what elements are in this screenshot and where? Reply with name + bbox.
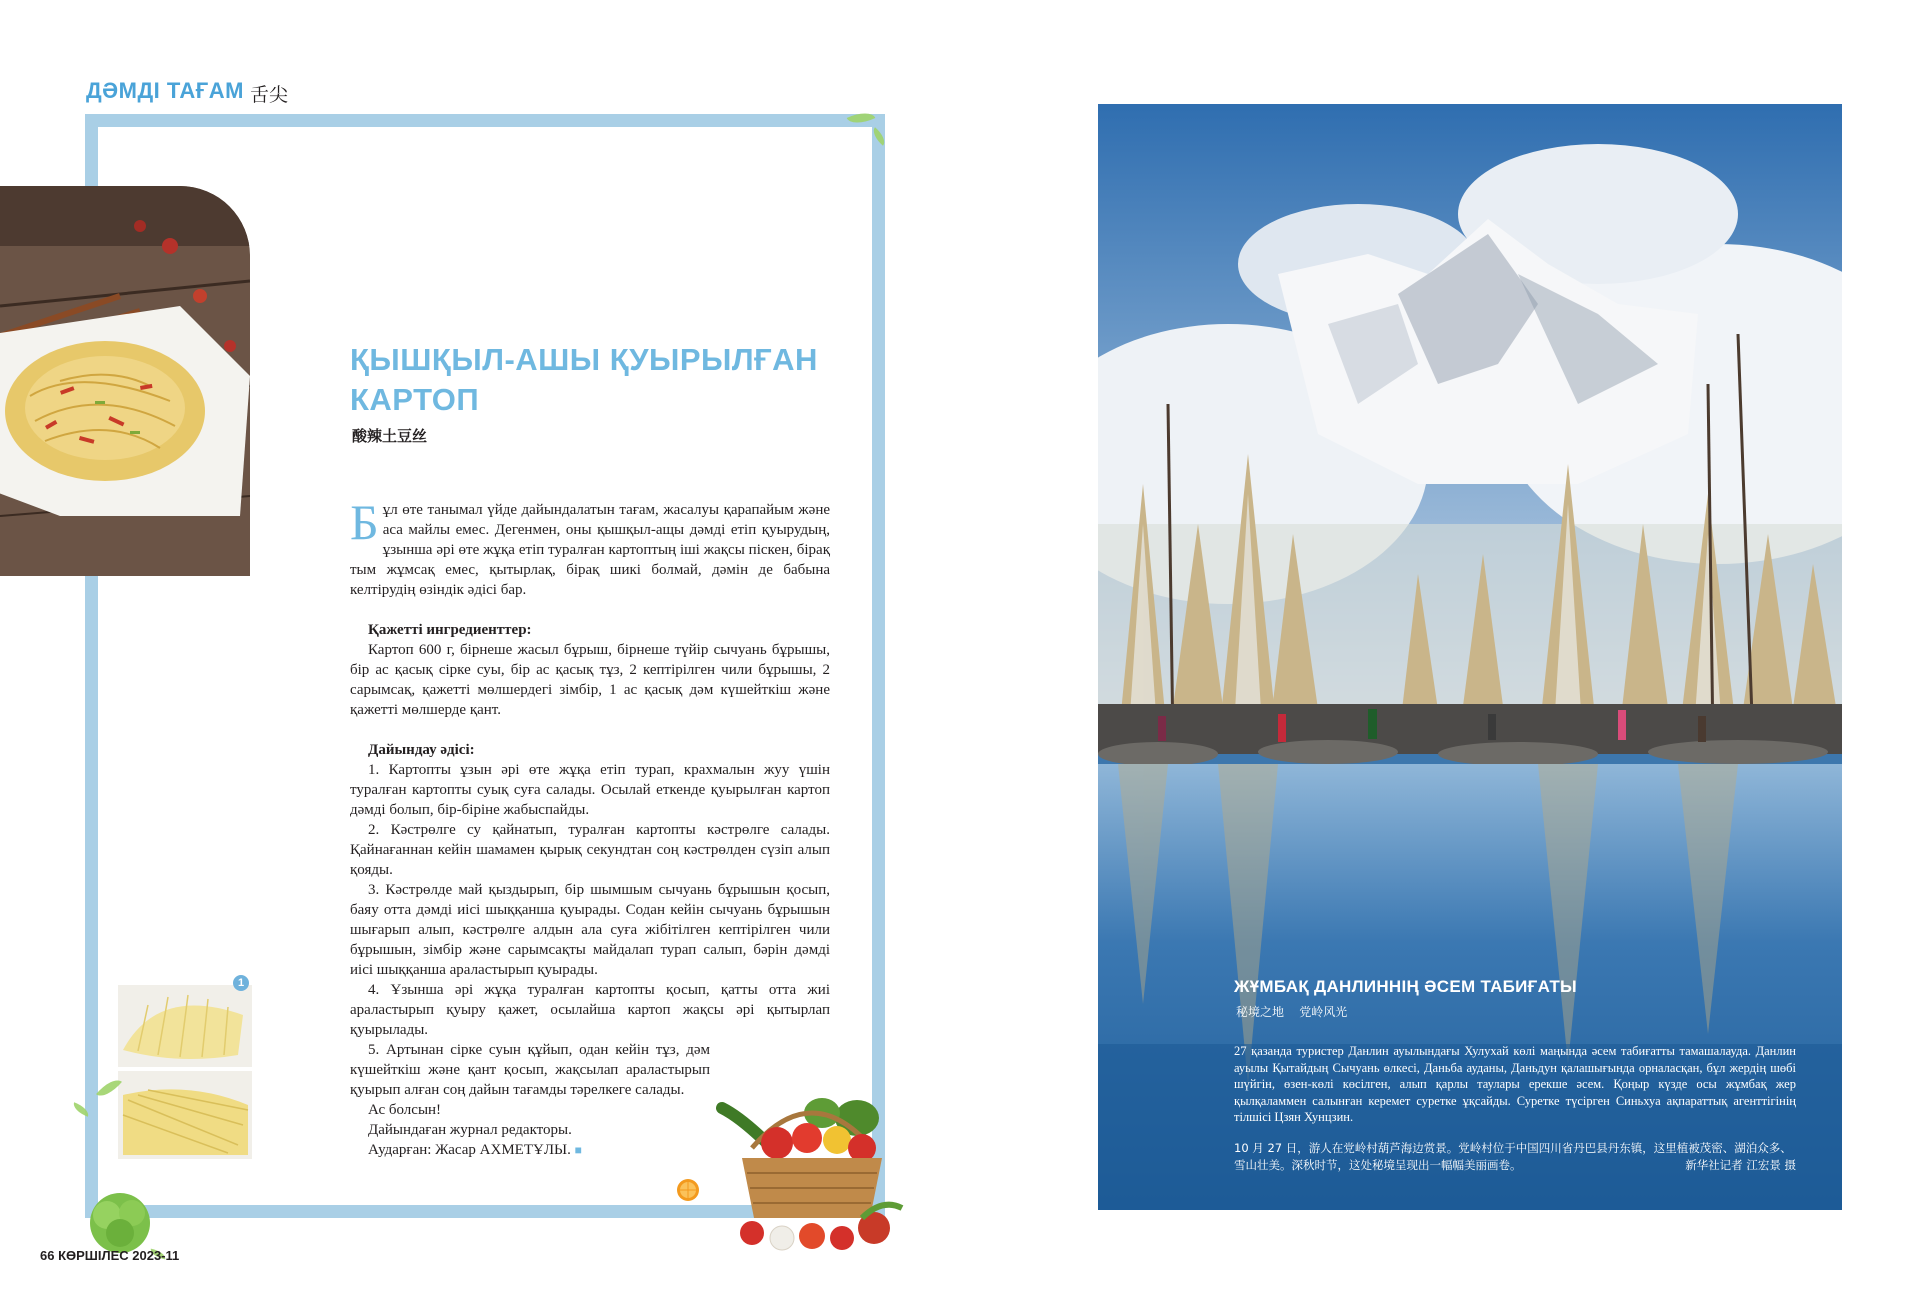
recipe-body <box>350 494 830 1160</box>
translated-by: Аударған: Жасар АХМЕТҰЛЫ. <box>368 1142 571 1158</box>
intro-text: ұл өте танымал үйде дайындалатын тағам, жасалуы қарапайым және аса майлы емес. Дегенмен, оны қышқыл-ащы дәмді етіп қуырудың, ұзынша әрі өте жұқа етіп туралған картоптың іші жақсы піскен, бірақ тым жұмсақ емес, қытырлақ, бірақ шикі болмай, дәмін де бабына келтірудің өзіндік әдісі бар. <box>350 502 830 598</box>
method-heading: Дайындау әдісі: <box>368 742 475 758</box>
section-title: ДӘМДІ ТАҒАМ <box>86 78 244 103</box>
method-step: 2. Кәстрөлге су қайнатып, туралған картопты кәстрөлге салады. Қайнағаннан кейін шамамен қырық секундтан соң кәстрөлден сүзіп алып қояды. <box>350 822 830 878</box>
step-photo <box>118 985 252 1159</box>
intro-paragraph <box>350 494 830 600</box>
dish-photo <box>0 186 250 576</box>
caption-kazakh: 27 қазанда туристер Данлин ауылындағы Хулухай көлі маңында әсем табиғатты тамашалауда. Данлин ауылы Қытайдың Сычуань өлкесі, Даньба ауданы, Даньдун қалашығында орналасқан, бұл жердің шөбі шүйгін, өзен-көлі көсілген, алып қарлы таулары ерекше әсем. Қоңыр күзде осы жұмбақ жер қылқаламмен салынған керемет суретке ұқсайды. Суретке түсірген Синьхуа ақпараттық агенттігінің тілшісі Цзян Хунцзин. <box>1234 1044 1796 1124</box>
photo-caption-text <box>1234 1043 1796 1126</box>
photo-credit: 新华社记者 江宏景 摄 <box>1685 1157 1796 1172</box>
vegetable-basket-illustration <box>712 1078 912 1258</box>
lettuce-icon <box>82 1185 158 1255</box>
method-step: 4. Ұзынша әрі жұқа туралған картопты қосып, қатты отта жиі араластырып қуыру қажет, осылайша картоп жақсы әрі қытырлап қуырылады. <box>350 982 830 1038</box>
closing-text: Ас болсын! <box>368 1102 442 1118</box>
photo-caption-chinese <box>1234 1140 1796 1173</box>
method-step: 5. Артынан сірке суын құйып, одан кейін тұз, дәм күшейткіш және қант қосып, жақсылап араластырып қуырып алған соң дайын тағамды тәрелкеге салады. <box>350 1042 710 1098</box>
prepared-by: Дайындаған журнал редакторы. <box>368 1122 572 1138</box>
photo-caption-chinese-title: 秘境之地 党岭风光 <box>1236 1005 1348 1019</box>
ingredients-text: Картоп 600 г, бірнеше жасыл бұрыш, бірнеше түйір сычуань бұрышы, бір ас қасық сірке суы, бір ас қасық тұз, 2 кептірілген чили бұрышы, 2 сарымсақ, қажетті мөлшердегі зімбір, 1 ас қасық дәм күшейткіш және қажетті мөлшерде қант. <box>350 642 830 718</box>
page-folio: 66 КӨРШІЛЕС 2023-11 <box>40 1248 180 1263</box>
method-step: 3. Кәстрөлде май қыздырып, бір шымшым сычуань бұрышын қосып, баяу отта дәмді иісі шыққанша қуырады. Содан кейін сычуань бұрышын шығарып алып, кәстрөлге алдын ала суға жібітілген кептірілген чили бұрышын, зімбір және сарымсақты майдалап турап салып, бәрін дәмді иісі шыққанша араластырып қуырады. <box>350 882 830 978</box>
step-number-badge: 1 <box>233 975 249 991</box>
section-title-chinese: 舌尖 <box>250 84 289 106</box>
photo-caption-title: ЖҰМБАҚ ДАНЛИННІҢ ӘСЕМ ТАБИҒАТЫ <box>1234 977 1577 996</box>
recipe-title-chinese: 酸辣土豆丝 <box>352 427 428 445</box>
drop-cap: Б <box>350 494 379 550</box>
recipe-title: ҚЫШҚЫЛ-АШЫ ҚУЫРЫЛҒАН КАРТОП <box>350 342 818 417</box>
method-step: 1. Картопты ұзын әрі өте жұқа етіп турап, крахмалын жуу үшін туралған картопты суық суға салады. Осылай еткенде қуырылған картоп дәмді болып, бір-біріне жабыспайды. <box>350 762 830 818</box>
ingredients-heading: Қажетті ингредиенттер: <box>368 622 532 638</box>
end-mark: ■ <box>574 1143 582 1157</box>
orange-slice-icon <box>676 1178 700 1202</box>
caption-chinese-text: 10 月 27 日，游人在党岭村葫芦海边赏景。党岭村位于中国四川省丹巴县丹东镇，这里植被茂密、湖泊众多、雪山壮美。深秋时节，这处秘境呈现出一幅幅美丽画卷。 <box>1234 1141 1792 1172</box>
